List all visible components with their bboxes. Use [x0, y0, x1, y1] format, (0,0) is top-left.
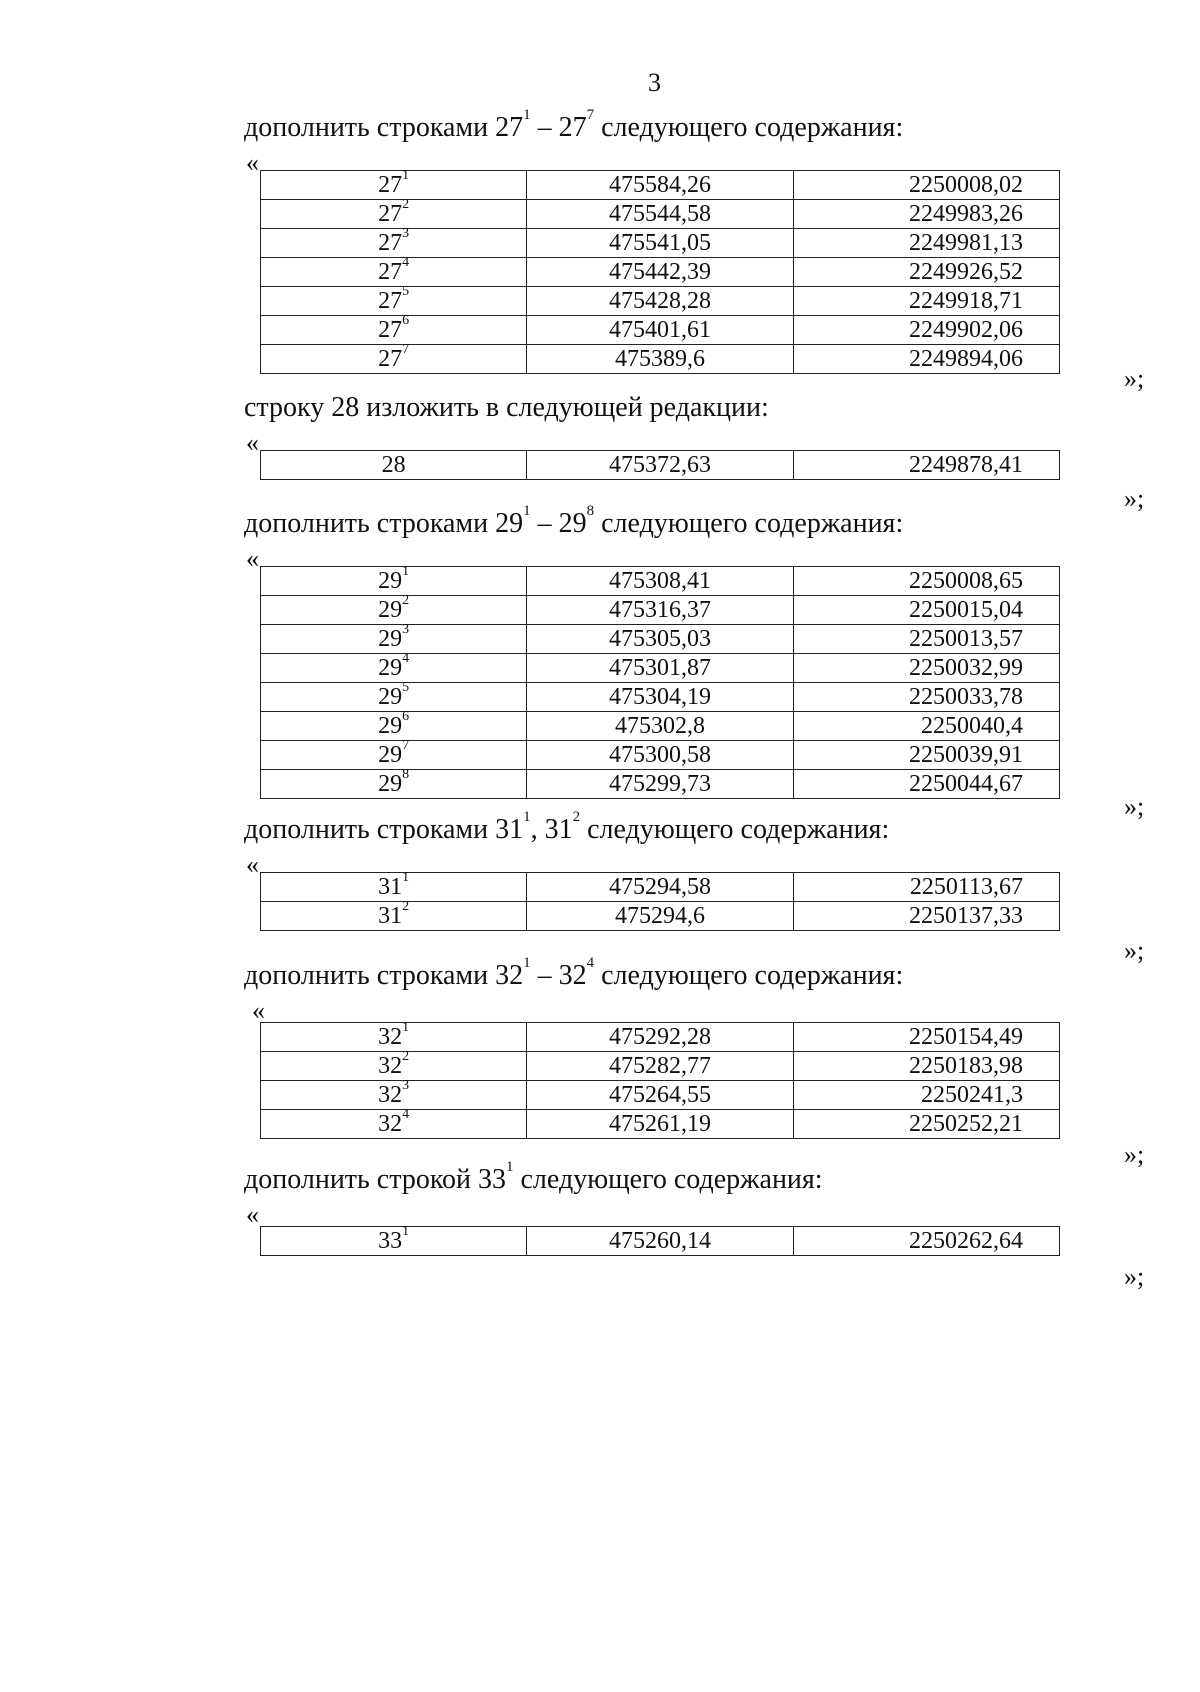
table-row	[261, 1023, 1060, 1052]
x-coordinate-cell: 475294,6	[527, 902, 793, 931]
coordinates-table	[260, 869, 1060, 931]
table-row	[261, 712, 1060, 741]
coordinates-table	[260, 1223, 1060, 1256]
x-coordinate-cell: 475544,58	[527, 200, 793, 229]
heading-superscript: 7	[586, 107, 595, 123]
open-quote: «	[246, 148, 259, 177]
point-number-index: 2	[402, 196, 410, 212]
table-row	[261, 1052, 1060, 1081]
heading-text: дополнить строками 32	[244, 960, 524, 991]
y-coordinate-cell: 2249902,06	[793, 316, 1059, 345]
x-coordinate-cell: 475442,39	[527, 258, 793, 287]
heading-text: следующего содержания:	[513, 1164, 823, 1195]
y-coordinate-cell: 2249926,52	[793, 258, 1059, 287]
point-number-cell	[261, 341, 527, 374]
y-coordinate-cell: 2250013,57	[793, 625, 1059, 654]
table-row	[261, 200, 1060, 229]
y-coordinate-cell: 2250040,4	[793, 712, 1059, 741]
point-number-index: 4	[402, 650, 410, 666]
point-number-index: 4	[402, 254, 410, 270]
heading-text: дополнить строками 31	[244, 814, 524, 845]
x-coordinate-cell: 475282,77	[527, 1052, 793, 1081]
y-coordinate-cell: 2250044,67	[793, 770, 1059, 799]
point-number-index: 5	[402, 679, 410, 695]
point-number: 27	[378, 258, 403, 285]
point-number-cell	[261, 708, 527, 741]
point-number-cell	[261, 737, 527, 770]
heading-text: следующего содержания:	[594, 960, 904, 991]
point-number-cell	[261, 196, 527, 229]
heading-text: – 32	[530, 960, 587, 991]
page-number: 3	[648, 68, 661, 97]
table-row	[261, 1227, 1060, 1256]
table-row	[261, 287, 1060, 316]
x-coordinate-cell: 475305,03	[527, 625, 793, 654]
point-number: 29	[378, 625, 403, 652]
point-number: 27	[378, 287, 403, 314]
table-row	[261, 654, 1060, 683]
table-row	[261, 567, 1060, 596]
x-coordinate-cell: 475261,19	[527, 1110, 793, 1139]
x-coordinate-cell: 475264,55	[527, 1081, 793, 1110]
point-number: 27	[378, 229, 403, 256]
table-row	[261, 902, 1060, 931]
point-number-index: 3	[402, 1077, 410, 1093]
y-coordinate-cell: 2249918,71	[793, 287, 1059, 316]
point-number: 27	[378, 171, 403, 198]
heading-text: – 27	[530, 112, 587, 143]
table-row	[261, 625, 1060, 654]
close-quote: »;	[1124, 792, 1145, 821]
y-coordinate-cell: 2250015,04	[793, 596, 1059, 625]
point-number-index: 7	[402, 737, 410, 753]
point-number-cell	[261, 650, 527, 683]
table-row	[261, 229, 1060, 258]
point-number-index: 1	[402, 167, 410, 183]
table-row	[261, 873, 1060, 902]
point-number-index: 1	[402, 563, 410, 579]
x-coordinate-cell: 475302,8	[527, 712, 793, 741]
heading-superscript: 2	[572, 809, 581, 825]
point-number-cell	[261, 1048, 527, 1081]
point-number-cell	[261, 766, 527, 799]
heading-superscript: 8	[586, 503, 595, 519]
section-heading	[244, 503, 904, 540]
point-number-cell	[261, 451, 527, 480]
y-coordinate-cell: 2249878,41	[793, 451, 1059, 480]
x-coordinate-cell: 475292,28	[527, 1023, 793, 1052]
table-row	[261, 316, 1060, 345]
point-number: 32	[378, 1110, 403, 1137]
open-quote: «	[246, 1200, 259, 1229]
y-coordinate-cell: 2250032,99	[793, 654, 1059, 683]
heading-superscript: 4	[586, 955, 595, 971]
x-coordinate-cell: 475260,14	[527, 1227, 793, 1256]
point-number-cell	[261, 621, 527, 654]
point-number-cell	[261, 1019, 527, 1052]
y-coordinate-cell: 2249983,26	[793, 200, 1059, 229]
heading-superscript: 1	[523, 503, 531, 519]
table-row	[261, 451, 1060, 480]
y-coordinate-cell: 2249981,13	[793, 229, 1059, 258]
point-number: 29	[378, 683, 403, 710]
point-number-cell	[261, 225, 527, 258]
point-number-cell	[261, 679, 527, 712]
close-quote: »;	[1124, 364, 1145, 393]
table-row	[261, 258, 1060, 287]
close-quote: »;	[1124, 484, 1145, 513]
point-number-index: 1	[402, 1223, 410, 1239]
open-quote: «	[246, 544, 259, 573]
point-number: 27	[378, 316, 403, 343]
point-number-cell	[261, 167, 527, 200]
close-quote: »;	[1124, 1140, 1145, 1169]
point-number-index: 2	[402, 898, 410, 914]
point-number: 29	[378, 770, 403, 797]
table-row	[261, 770, 1060, 799]
point-number-cell	[261, 898, 527, 931]
heading-text: следующего содержания:	[594, 508, 904, 539]
table-row	[261, 596, 1060, 625]
point-number-cell	[261, 592, 527, 625]
point-number-index: 6	[402, 708, 410, 724]
heading-text: дополнить строками 29	[244, 508, 524, 539]
section-heading	[244, 955, 904, 992]
point-number: 27	[378, 200, 403, 227]
x-coordinate-cell: 475299,73	[527, 770, 793, 799]
section-heading	[244, 809, 890, 846]
point-number-index: 2	[402, 1048, 410, 1064]
table-row	[261, 171, 1060, 200]
heading-superscript: 1	[523, 107, 531, 123]
y-coordinate-cell: 2250137,33	[793, 902, 1059, 931]
table-row	[261, 345, 1060, 374]
y-coordinate-cell: 2250252,21	[793, 1110, 1059, 1139]
point-number-index: 1	[402, 1019, 410, 1035]
x-coordinate-cell: 475428,28	[527, 287, 793, 316]
point-number: 32	[378, 1023, 403, 1050]
point-number-index: 8	[402, 766, 410, 782]
point-number-cell	[261, 1223, 527, 1256]
coordinates-table	[260, 167, 1060, 374]
point-number-cell	[261, 869, 527, 902]
section-heading	[244, 107, 904, 144]
point-number-index: 3	[402, 225, 410, 241]
point-number: 29	[378, 741, 403, 768]
point-number-cell	[261, 312, 527, 345]
x-coordinate-cell: 475301,87	[527, 654, 793, 683]
coordinates-table	[260, 450, 1060, 480]
table-row	[261, 1081, 1060, 1110]
x-coordinate-cell: 475584,26	[527, 171, 793, 200]
heading-text: следующего содержания:	[580, 814, 890, 845]
section-heading	[244, 392, 769, 424]
y-coordinate-cell: 2250262,64	[793, 1227, 1059, 1256]
x-coordinate-cell: 475304,19	[527, 683, 793, 712]
point-number-cell	[261, 1077, 527, 1110]
x-coordinate-cell: 475294,58	[527, 873, 793, 902]
coordinates-table	[260, 1019, 1060, 1139]
y-coordinate-cell: 2249894,06	[793, 345, 1059, 374]
x-coordinate-cell: 475308,41	[527, 567, 793, 596]
heading-superscript: 1	[523, 809, 531, 825]
y-coordinate-cell: 2250039,91	[793, 741, 1059, 770]
point-number: 31	[378, 873, 403, 900]
y-coordinate-cell: 2250008,65	[793, 567, 1059, 596]
section-heading	[244, 1159, 823, 1196]
point-number-cell	[261, 1106, 527, 1139]
heading-text: , 31	[530, 814, 573, 845]
x-coordinate-cell: 475541,05	[527, 229, 793, 258]
point-number: 29	[378, 567, 403, 594]
y-coordinate-cell: 2250183,98	[793, 1052, 1059, 1081]
heading-text: дополнить строками 27	[244, 112, 524, 143]
open-quote: «	[252, 996, 265, 1025]
point-number: 32	[378, 1081, 403, 1108]
point-number: 29	[378, 712, 403, 739]
heading-superscript: 1	[505, 1159, 514, 1175]
close-quote: »;	[1124, 1262, 1145, 1291]
x-coordinate-cell: 475401,61	[527, 316, 793, 345]
y-coordinate-cell: 2250154,49	[793, 1023, 1059, 1052]
point-number: 29	[378, 654, 403, 681]
heading-text: дополнить строкой 33	[244, 1164, 506, 1195]
coordinates-table	[260, 563, 1060, 799]
point-number-cell	[261, 563, 527, 596]
open-quote: «	[246, 428, 259, 457]
x-coordinate-cell: 475316,37	[527, 596, 793, 625]
point-number: 28	[381, 451, 406, 478]
x-coordinate-cell: 475300,58	[527, 741, 793, 770]
point-number: 27	[378, 345, 403, 372]
y-coordinate-cell: 2250113,67	[793, 873, 1059, 902]
x-coordinate-cell: 475372,63	[527, 451, 793, 480]
point-number: 29	[378, 596, 403, 623]
y-coordinate-cell: 2250241,3	[793, 1081, 1059, 1110]
point-number: 31	[378, 902, 403, 929]
point-number-index: 2	[402, 592, 410, 608]
point-number-index: 7	[402, 341, 410, 357]
heading-superscript: 1	[523, 955, 531, 971]
point-number-index: 6	[402, 312, 410, 328]
open-quote: «	[246, 850, 259, 879]
point-number-index: 4	[402, 1106, 410, 1122]
point-number: 33	[378, 1227, 403, 1254]
heading-text: строку 28 изложить в следующей редакции:	[244, 392, 769, 423]
table-row	[261, 683, 1060, 712]
point-number: 32	[378, 1052, 403, 1079]
table-row	[261, 741, 1060, 770]
x-coordinate-cell: 475389,6	[527, 345, 793, 374]
close-quote: »;	[1124, 936, 1145, 965]
point-number-cell	[261, 283, 527, 316]
point-number-cell	[261, 254, 527, 287]
heading-text: следующего содержания:	[594, 112, 904, 143]
table-row	[261, 1110, 1060, 1139]
heading-text: – 29	[530, 508, 587, 539]
y-coordinate-cell: 2250033,78	[793, 683, 1059, 712]
point-number-index: 1	[402, 869, 410, 885]
point-number-index: 3	[402, 621, 410, 637]
point-number-index: 5	[402, 283, 410, 299]
y-coordinate-cell: 2250008,02	[793, 171, 1059, 200]
